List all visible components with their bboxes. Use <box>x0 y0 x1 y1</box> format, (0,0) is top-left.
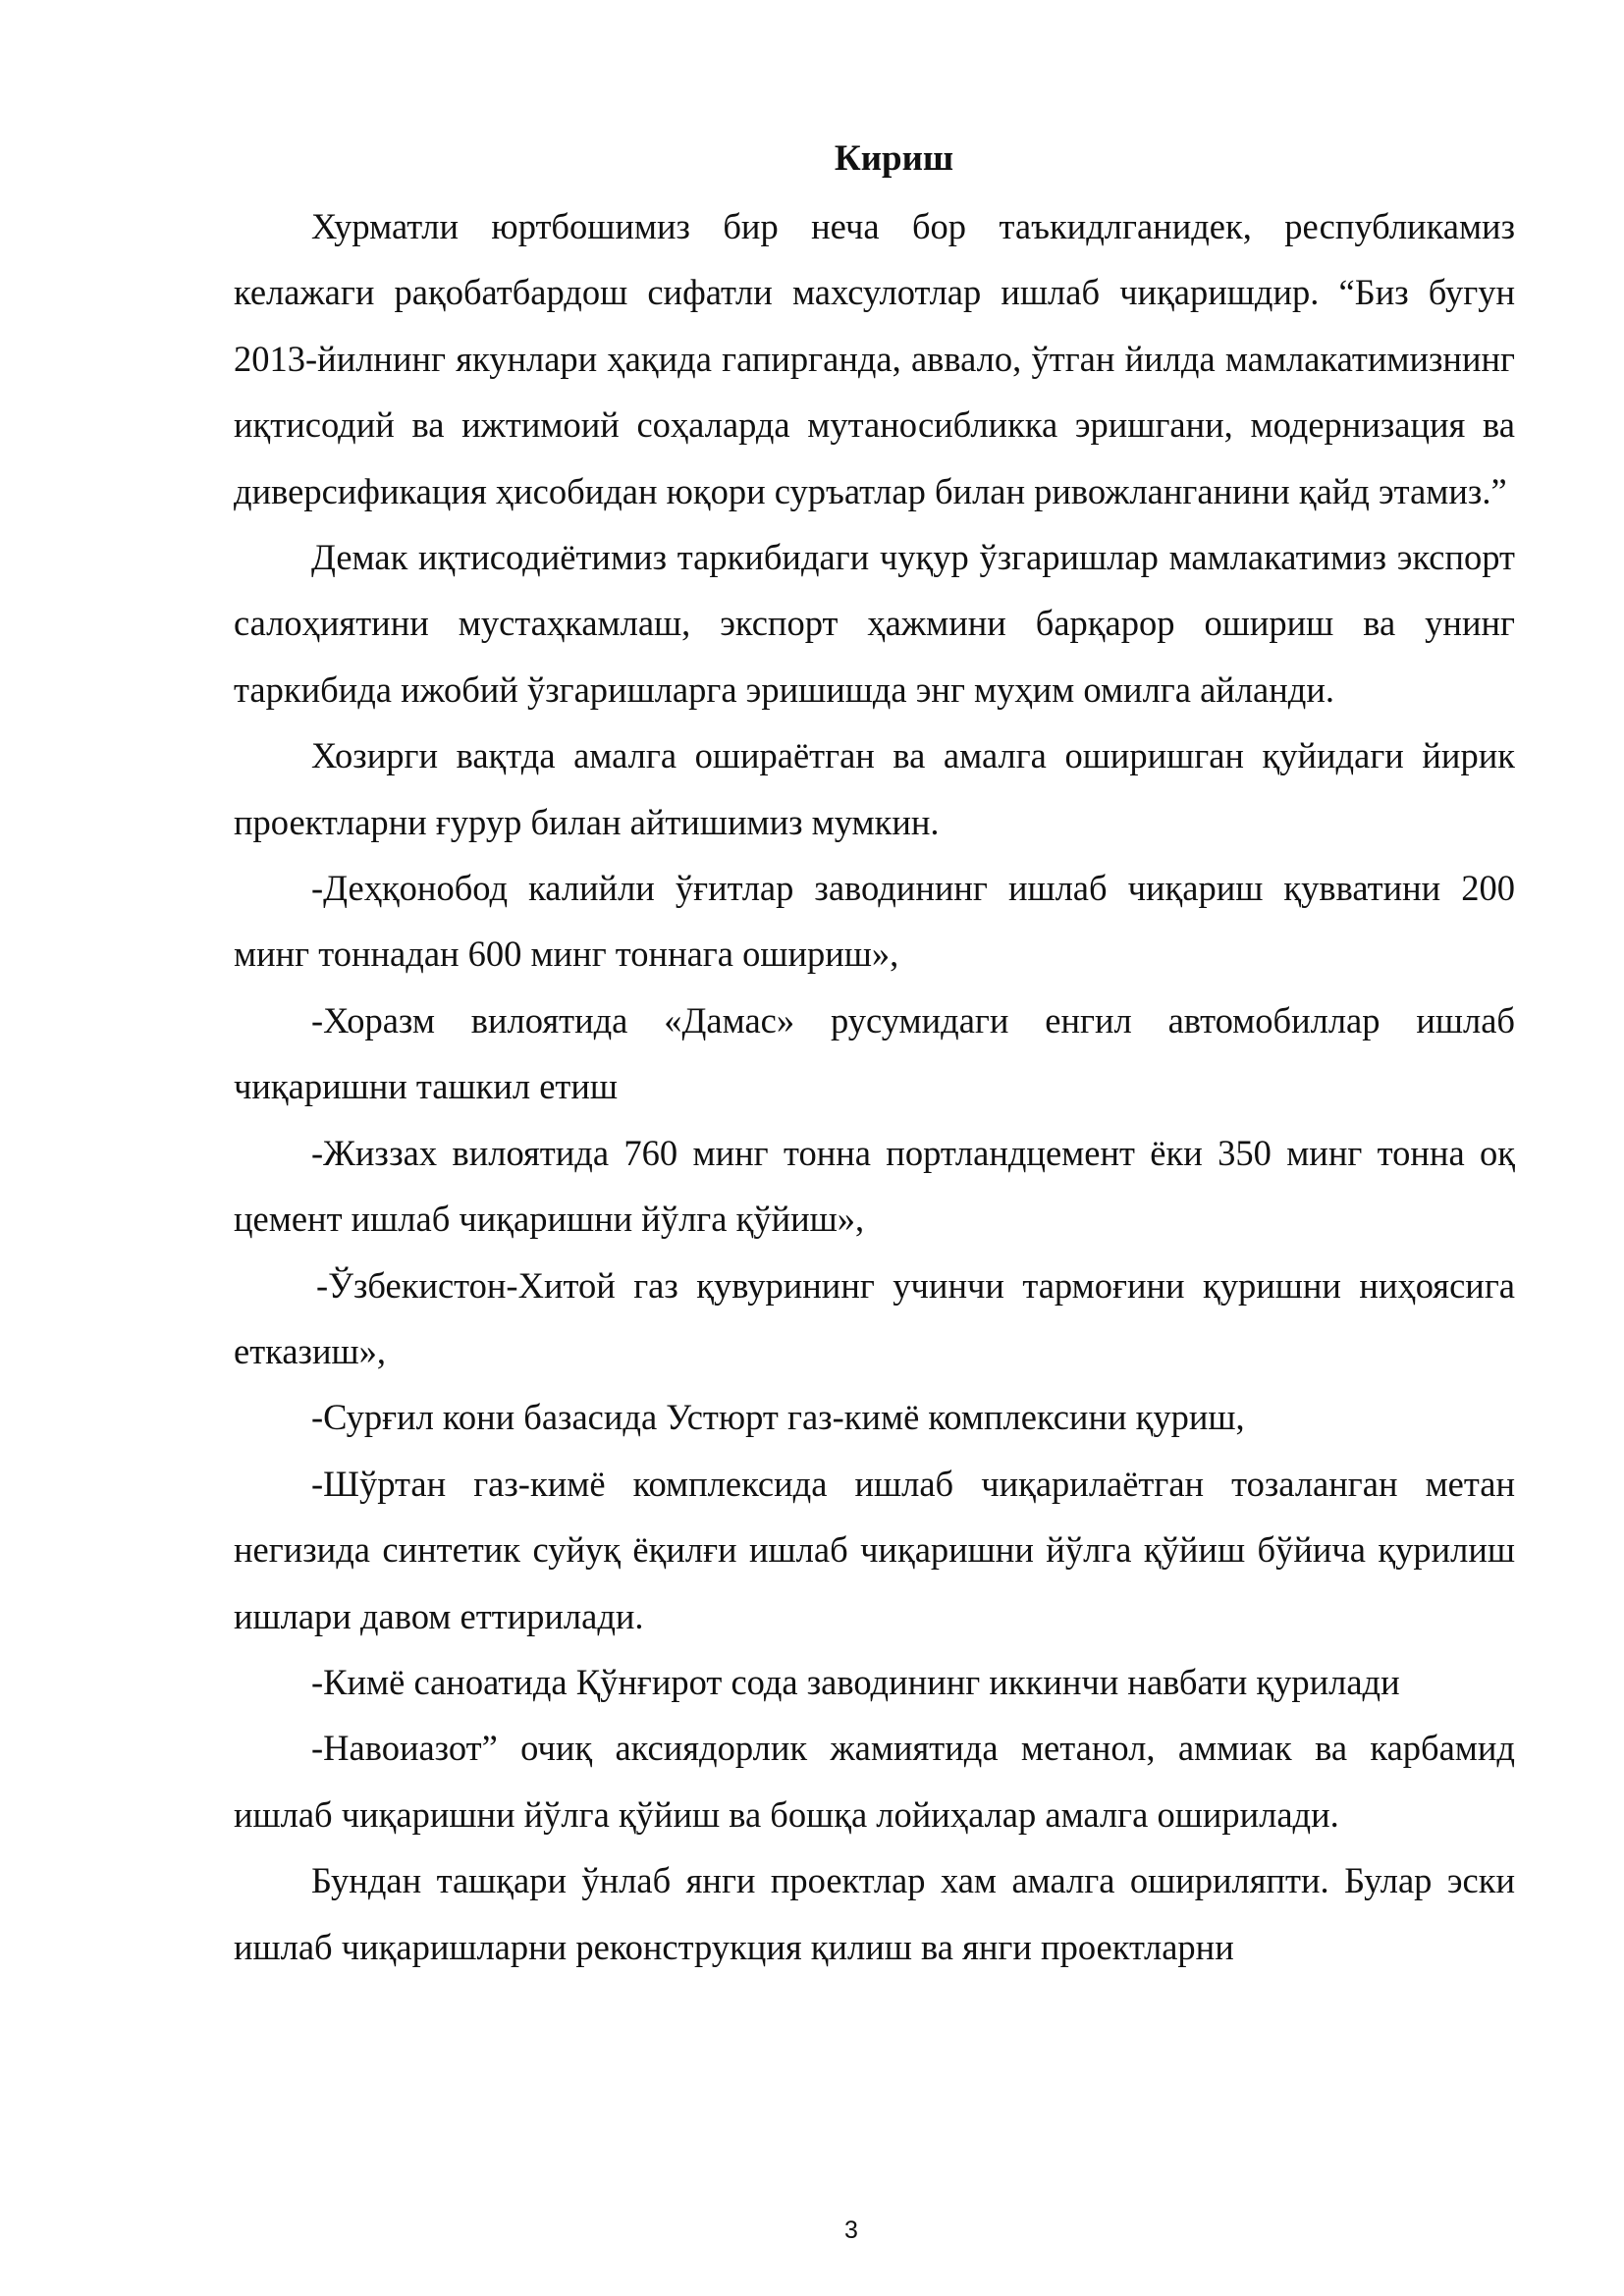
list-item: -Шўртан газ-кимё комплексида ишлаб чиқарилаётган тозаланган метан негизида синтетик суйуқ ёқилғи ишлаб чиқаришни йўлга қўйиш бўйича қурилиш ишлари давом еттирилади. <box>234 1463 1515 1636</box>
document-page <box>234 126 1515 1980</box>
list-item: -Хоразм вилоятида «Дамас» русумидаги енгил автомобиллар ишлаб чиқаришни ташкил етиш <box>234 999 1515 1107</box>
paragraph-economy: Демак иқтисодиётимиз таркибидаги чуқур ўзгаришлар мамлакатимиз экспорт салоҳиятини мустаҳкамлаш, экспорт ҳажмини барқарор ошириш ва унинг таркибида ижобий ўзгаришларга эришишда энг муҳим омилга айланди. <box>234 537 1515 710</box>
list-item: -Ўзбекистон-Хитой газ қувурининг учинчи тармоғини қуришни ниҳоясига етказиш», <box>234 1264 1515 1371</box>
list-item: -Кимё саноатида Қўнғирот сода заводининг иккинчи навбати қурилади <box>311 1661 1400 1702</box>
list-item: -Жиззах вилоятида 760 минг тонна портландцемент ёки 350 минг тонна оқ цемент ишлаб чиқаришни йўлга қўйиш», <box>234 1132 1515 1240</box>
paragraph-projects: Хозирги вақтда амалга ошираётган ва амалга оширишган қуйидаги йирик проектларни ғурур билан айтишимиз мумкин. <box>234 735 1515 842</box>
page-title: Кириш <box>834 138 954 179</box>
list-item: -Навоиазот” очиқ аксиядорлик жамиятида метанол, аммиак ва карбамид ишлаб чиқаришни йўлга қўйиш ва бошқа лойиҳалар амалга оширилади. <box>234 1728 1515 1835</box>
paragraph-intro: Хурматли юртбошимиз бир неча бор таъкидлганидек, республикамиз келажаги рақобатбардош сифатли махсулотлар ишлаб чиқаришдир. “Биз бугун 2013-йилнинг якунлари ҳақида гапирганда, аввало, ўтган йилда мамлакатимизнинг иқтисодий ва ижтимоий соҳаларда мутаносибликка эришгани, модернизация ва диверсификация ҳисобидан юқори суръатлар билан ривожланганини қайд этамиз.” <box>234 206 1515 511</box>
paragraph-closing: Бундан ташқари ўнлаб янги проектлар хам амалга ошириляпти. Булар эски ишлаб чиқаришларни реконструкция қилиш ва янги проектларни <box>234 1860 1515 1967</box>
page-number: 3 <box>844 2216 858 2244</box>
list-item: -Деҳқонобод калийли ўғитлар заводининг ишлаб чиқариш қувватини 200 минг тоннадан 600 минг тоннага ошириш», <box>234 868 1515 975</box>
list-item: -Сурғил кони базасида Устюрт газ-кимё комплексини қуриш, <box>311 1397 1245 1438</box>
